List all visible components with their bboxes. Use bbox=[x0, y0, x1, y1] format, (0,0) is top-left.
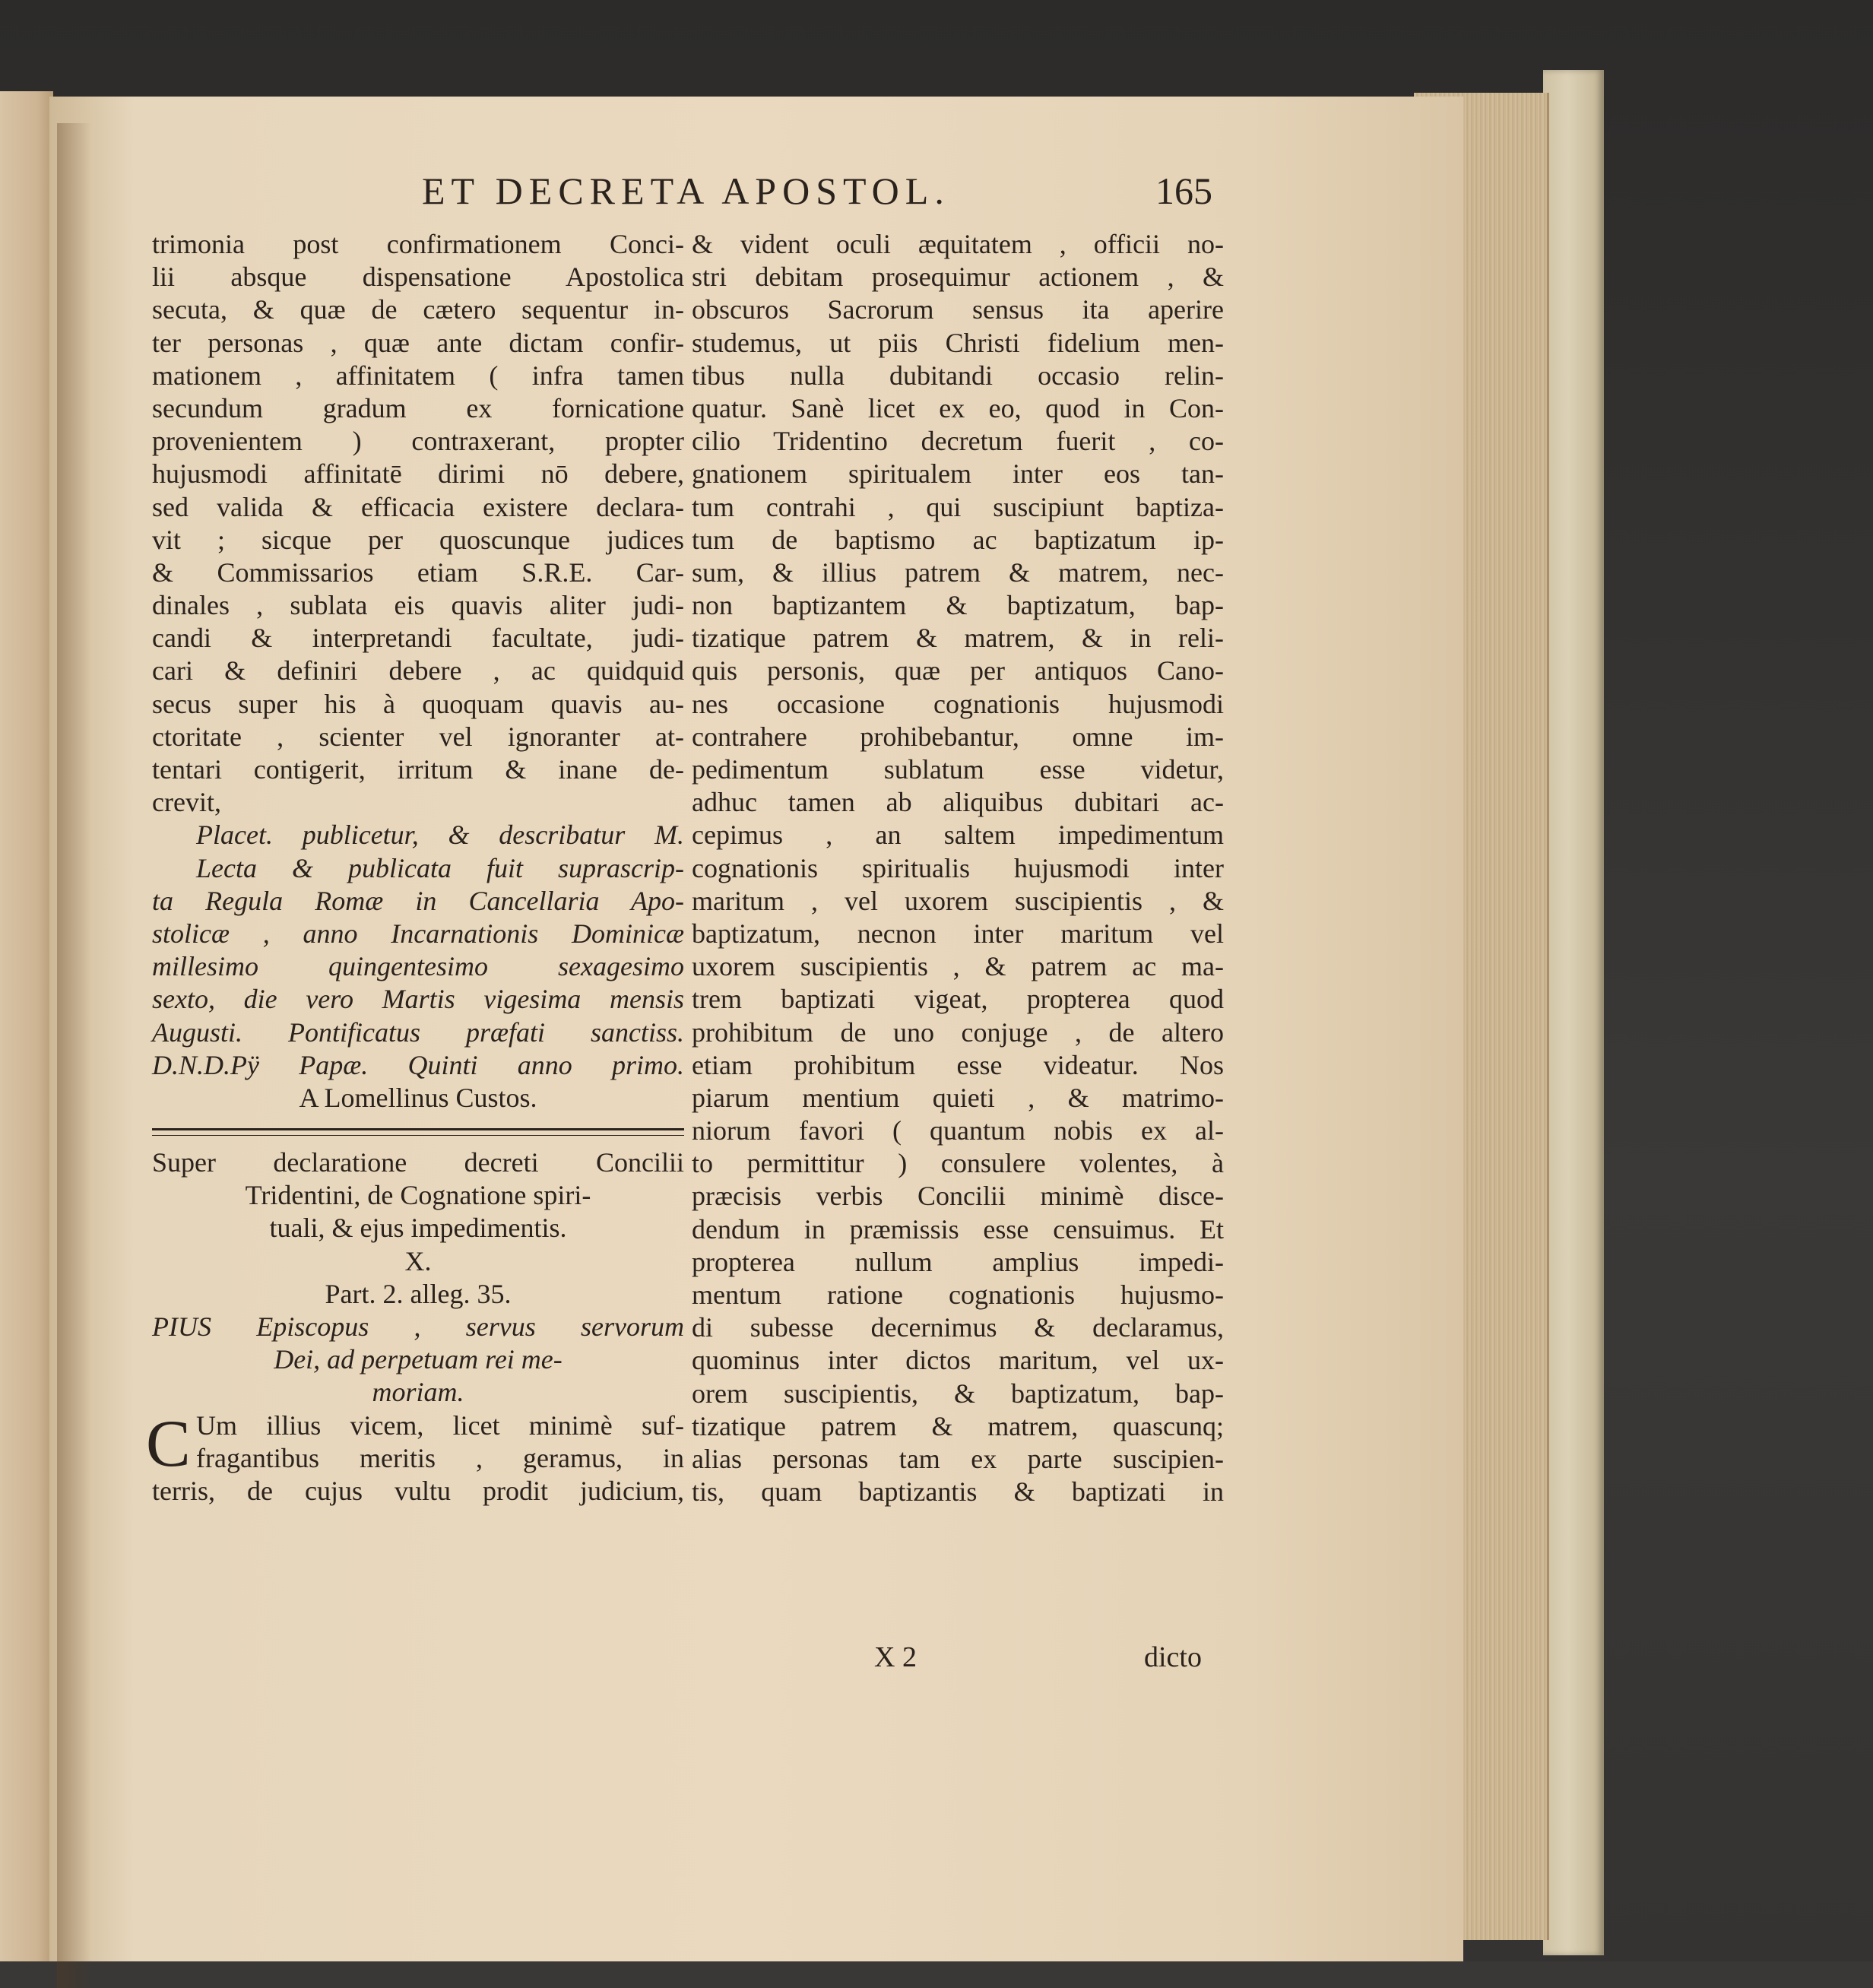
text-line: cari & definiri debere , ac quidquid bbox=[152, 655, 684, 686]
text-line: quominus inter dictos maritum, vel ux- bbox=[692, 1345, 1224, 1376]
text-line: tizatique patrem & matrem, quascunq; bbox=[692, 1410, 1224, 1441]
text-line: secundum gradum ex fornicatione bbox=[152, 392, 684, 423]
text-line: fragantibus meritis , geramus, in bbox=[196, 1442, 684, 1473]
text-line: tum contrahi , qui suscipiunt baptiza- bbox=[692, 491, 1224, 522]
reference-line: Part. 2. alleg. 35. bbox=[325, 1278, 512, 1309]
section-rule bbox=[152, 1128, 684, 1136]
text-line: cognationis spiritualis hujusmodi inter bbox=[692, 852, 1224, 883]
page-number: 165 bbox=[1155, 170, 1212, 212]
section-number: X. bbox=[404, 1245, 432, 1276]
text-line: tum de baptismo ac baptizatum ip- bbox=[692, 524, 1224, 555]
text-line: præcisis verbis Concilii minimè disce- bbox=[692, 1181, 1224, 1212]
text-line: non baptizantem & baptizatum, bap- bbox=[692, 590, 1224, 621]
gutter-shadow bbox=[57, 123, 91, 1988]
text-line: etiam prohibitum esse videatur. Nos bbox=[692, 1049, 1224, 1080]
text-line: tibus nulla dubitandi occasio relin- bbox=[692, 360, 1224, 391]
text-line: secus super his à quoquam quavis au- bbox=[152, 688, 684, 719]
right-column bbox=[692, 228, 1224, 1508]
salutation-line: Dei, ad perpetuam rei me- bbox=[274, 1344, 563, 1375]
text-line: tentari contigerit, irritum & inane de- bbox=[152, 754, 684, 785]
italic-line: stolicæ , anno Incarnationis Dominicæ bbox=[152, 918, 684, 949]
text-line: to permittitur ) consulere volentes, à bbox=[692, 1148, 1224, 1179]
custos-line: A Lomellinus Custos. bbox=[299, 1082, 537, 1113]
text-line: studemus, ut piis Christi fidelium men- bbox=[692, 327, 1224, 358]
text-line: stri debitam prosequimur actionem , & bbox=[692, 262, 1224, 293]
text-line: & vident oculi æquitatem , officii no- bbox=[692, 229, 1224, 259]
text-line: mentum ratione cognationis hujusmo- bbox=[692, 1279, 1224, 1310]
text-line: gnationem spiritualem inter eos tan- bbox=[692, 458, 1224, 490]
italic-line: ta Regula Romæ in Cancellaria Apo- bbox=[152, 885, 684, 916]
catchword: dicto bbox=[1144, 1641, 1202, 1673]
drop-cap: C bbox=[146, 1406, 191, 1481]
text-line: maritum , vel uxorem suscipientis , & bbox=[692, 885, 1224, 916]
text-line: ter personas , quæ ante dictam confir- bbox=[152, 327, 684, 358]
text-line: obscuros Sacrorum sensus ita aperire bbox=[692, 294, 1224, 325]
text-line: provenientem ) contraxerant, propter bbox=[152, 426, 684, 457]
text-line: nes occasione cognationis hujusmodi bbox=[692, 688, 1224, 719]
italic-line: sexto, die vero Martis vigesima mensis bbox=[152, 984, 684, 1015]
text-line: quatur. Sanè licet ex eo, quod in Con- bbox=[692, 392, 1224, 423]
opening-paragraph bbox=[146, 1406, 684, 1508]
text-line: adhuc tamen ab aliquibus dubitari ac- bbox=[692, 787, 1224, 818]
text-line: propterea nullum amplius impedi- bbox=[692, 1246, 1224, 1277]
text-line: secuta, & quæ de cætero sequentur in- bbox=[152, 294, 684, 325]
text-line: ctoritate , scienter vel ignoranter at- bbox=[152, 721, 684, 752]
text-line: Um illius vicem, licet minimè suf- bbox=[196, 1409, 684, 1441]
text-line: vit ; sicque per quoscunque judices bbox=[152, 524, 684, 555]
text-line: uxorem suscipientis , & patrem ac ma- bbox=[692, 951, 1224, 982]
text-line: quis personis, quæ per antiquos Cano- bbox=[692, 655, 1224, 686]
heading-line: Super declaratione decreti Concilii bbox=[152, 1147, 684, 1178]
text-line: sed valida & efficacia existere declara- bbox=[152, 491, 684, 522]
text-line: candi & interpretandi facultate, judi- bbox=[152, 623, 684, 654]
text-line: mationem , affinitatem ( infra tamen bbox=[152, 360, 684, 391]
text-line: tizatique patrem & matrem, & in reli- bbox=[692, 623, 1224, 654]
heading-line: tuali, & ejus impedimentis. bbox=[269, 1213, 567, 1244]
text-line: baptizatum, necnon inter maritum vel bbox=[692, 918, 1224, 949]
heading-line: Tridentini, de Cognatione spiri- bbox=[245, 1180, 591, 1211]
text-line: hujusmodi affinitatē dirimi nō debere, bbox=[152, 458, 684, 490]
text-line: lii absque dispensatione Apostolica bbox=[152, 262, 684, 293]
text-line: piarum mentium quieti , & matrimo- bbox=[692, 1082, 1224, 1113]
text-line: trem baptizati vigeat, propterea quod bbox=[692, 984, 1224, 1015]
text-line: di subesse decernimus & declaramus, bbox=[692, 1312, 1224, 1343]
italic-line: Placet. publicetur, & describatur M. bbox=[196, 820, 684, 851]
left-column bbox=[146, 228, 684, 1508]
text-line: terris, de cujus vultu prodit judicium, bbox=[152, 1475, 684, 1506]
text-line: & Commissarios etiam S.R.E. Car- bbox=[152, 556, 684, 588]
text-line: cilio Tridentino decretum fuerit , co- bbox=[692, 426, 1224, 457]
italic-line: Lecta & publicata fuit suprascrip- bbox=[196, 852, 684, 883]
book-cover-edge bbox=[1543, 70, 1604, 1955]
text-line: crevit, bbox=[152, 787, 221, 818]
text-line: alias personas tam ex parte suscipien- bbox=[692, 1443, 1224, 1474]
text-line: contrahere prohibebantur, omne im- bbox=[692, 721, 1224, 752]
signature-mark: X 2 bbox=[874, 1641, 917, 1673]
text-line: cepimus , an saltem impedimentum bbox=[692, 820, 1224, 851]
text-line: prohibitum de uno conjuge , de altero bbox=[692, 1016, 1224, 1048]
text-line: sum, & illius patrem & matrem, nec- bbox=[692, 556, 1224, 588]
text-line: dendum in præmissis esse censuimus. Et bbox=[692, 1213, 1224, 1244]
text-line: pedimentum sublatum esse videtur, bbox=[692, 754, 1224, 785]
salutation-line: moriam. bbox=[372, 1377, 464, 1408]
italic-line: Augusti. Pontificatus præfati sanctiss. bbox=[152, 1016, 684, 1048]
italic-line: millesimo quingentesimo sexagesimo bbox=[152, 951, 684, 982]
running-head: ET DECRETA APOSTOL. bbox=[422, 170, 950, 212]
text-line: dinales , sublata eis quavis aliter judi- bbox=[152, 590, 684, 621]
italic-line: D.N.D.Pÿ Papæ. Quinti anno primo. bbox=[152, 1049, 684, 1080]
salutation-line: PIUS Episcopus , servus servorum bbox=[152, 1311, 684, 1342]
text-line: niorum favori ( quantum nobis ex al- bbox=[692, 1115, 1224, 1146]
text-line: orem suscipientis, & baptizatum, bap- bbox=[692, 1378, 1224, 1409]
text-line: trimonia post confirmationem Conci- bbox=[152, 229, 684, 259]
text-line: tis, quam baptizantis & baptizati in bbox=[692, 1476, 1224, 1508]
